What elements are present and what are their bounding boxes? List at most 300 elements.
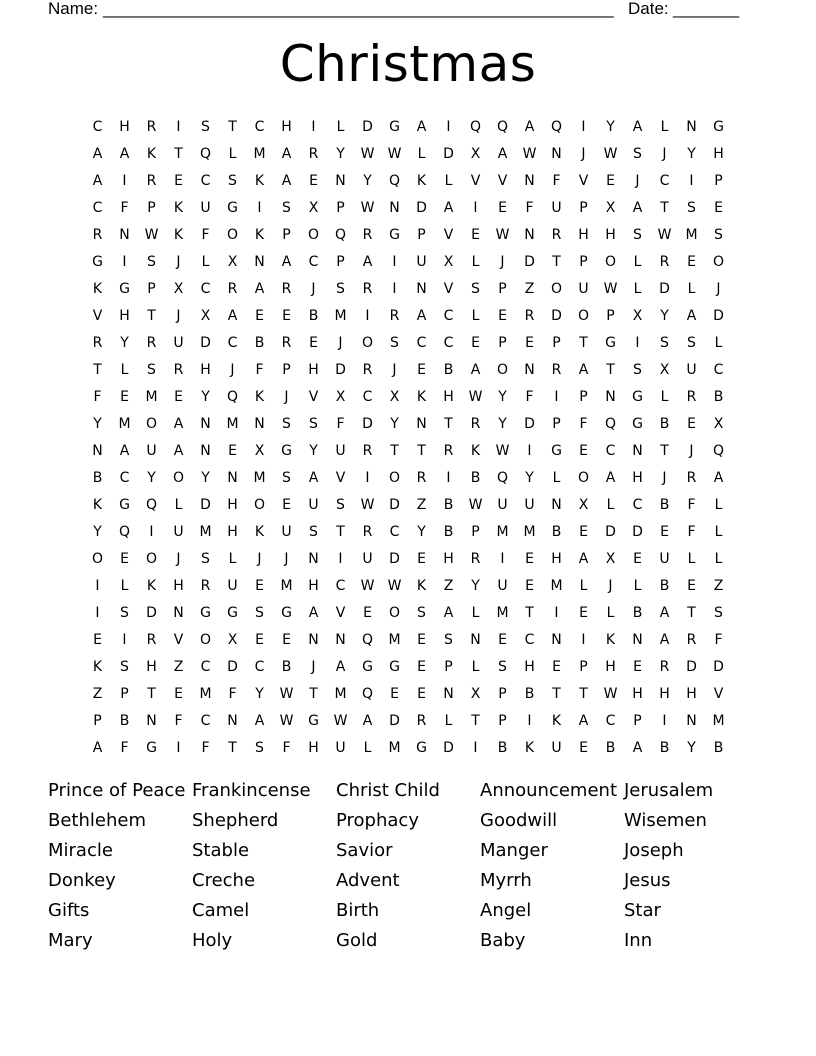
grid-letter: H — [605, 659, 616, 675]
grid-letter: D — [524, 416, 535, 432]
grid-letter: P — [282, 227, 291, 243]
grid-letter: W — [279, 686, 294, 702]
grid-letter: V — [443, 227, 454, 243]
grid-letter: N — [200, 416, 211, 432]
grid-row — [84, 114, 732, 141]
grid-letter: C — [308, 254, 319, 270]
grid-letter: X — [389, 389, 400, 405]
grid-letter: V — [92, 308, 103, 324]
grid-letter: E — [255, 308, 264, 324]
grid-letter: C — [119, 470, 130, 486]
grid-letter: I — [95, 605, 100, 621]
grid-letter: P — [606, 308, 615, 324]
grid-letter: Y — [201, 389, 210, 405]
grid-letter: J — [662, 146, 667, 162]
grid-letter: G — [551, 443, 562, 459]
word-list-item: Inn — [624, 930, 653, 951]
grid-letter: L — [471, 308, 480, 324]
grid-letter: C — [389, 524, 400, 540]
word-list-item: Prophacy — [336, 810, 419, 831]
grid-letter: Q — [496, 470, 509, 486]
grid-letter: F — [201, 227, 210, 243]
grid-letter: F — [201, 740, 210, 756]
grid-letter: Y — [120, 335, 129, 351]
grid-letter: L — [120, 362, 129, 378]
grid-letter: F — [687, 497, 696, 513]
grid-letter: I — [392, 254, 397, 270]
grid-letter: A — [281, 254, 292, 270]
grid-letter: X — [443, 254, 454, 270]
grid-letter: Z — [92, 686, 103, 702]
grid-letter: U — [416, 254, 427, 270]
grid-letter: X — [605, 200, 616, 216]
grid-letter: L — [363, 740, 372, 756]
grid-letter: R — [146, 119, 157, 135]
grid-letter: E — [417, 686, 426, 702]
grid-letter: F — [120, 740, 129, 756]
grid-letter: E — [282, 497, 291, 513]
grid-row — [84, 276, 732, 303]
grid-letter: A — [308, 605, 319, 621]
grid-letter: I — [365, 470, 370, 486]
grid-letter: E — [633, 551, 642, 567]
grid-letter: O — [550, 281, 563, 297]
grid-row — [84, 735, 732, 762]
grid-letter: J — [257, 551, 262, 567]
grid-letter: U — [146, 443, 157, 459]
grid-letter: Y — [147, 470, 156, 486]
grid-letter: B — [659, 740, 670, 756]
word-list-item: Baby — [480, 930, 526, 951]
grid-letter: D — [443, 740, 454, 756]
grid-letter: L — [471, 605, 480, 621]
word-list-item: Holy — [192, 930, 233, 951]
word-list-item: Joseph — [624, 840, 684, 861]
grid-letter: E — [255, 632, 264, 648]
grid-letter: D — [389, 551, 400, 567]
grid-letter: L — [201, 254, 210, 270]
grid-letter: W — [495, 443, 510, 459]
grid-letter: J — [716, 281, 721, 297]
grid-letter: F — [714, 632, 723, 648]
grid-letter: T — [147, 686, 156, 702]
grid-letter: H — [308, 362, 319, 378]
grid-letter: L — [660, 389, 669, 405]
word-list-item: Prince of Peace — [48, 780, 186, 801]
grid-letter: U — [524, 497, 535, 513]
grid-letter: J — [662, 470, 667, 486]
grid-letter: W — [468, 497, 483, 513]
grid-letter: W — [603, 281, 618, 297]
grid-letter: G — [227, 200, 238, 216]
grid-letter: T — [660, 200, 669, 216]
grid-letter: R — [200, 578, 211, 594]
word-list-item: Stable — [192, 840, 250, 861]
grid-letter: Y — [417, 524, 426, 540]
grid-letter: F — [552, 173, 561, 189]
grid-letter: I — [176, 740, 181, 756]
grid-letter: P — [633, 713, 642, 729]
grid-letter: D — [146, 605, 157, 621]
grid-letter: B — [92, 470, 103, 486]
grid-letter: F — [525, 389, 534, 405]
grid-letter: E — [471, 227, 480, 243]
grid-letter: I — [122, 632, 127, 648]
grid-letter: P — [336, 254, 345, 270]
grid-letter: K — [146, 578, 157, 594]
grid-letter: V — [308, 389, 319, 405]
grid-letter: H — [200, 362, 211, 378]
grid-letter: L — [633, 281, 642, 297]
grid-letter: Y — [498, 416, 507, 432]
grid-letter: U — [551, 740, 562, 756]
grid-letter: A — [119, 146, 130, 162]
grid-letter: H — [443, 389, 454, 405]
grid-letter: A — [173, 416, 184, 432]
grid-letter: T — [660, 443, 669, 459]
grid-letter: I — [149, 524, 154, 540]
grid-row — [84, 465, 732, 492]
name-blank-line: ______________________________________________________ — [103, 0, 614, 18]
grid-letter: S — [309, 524, 318, 540]
grid-letter: S — [714, 227, 723, 243]
grid-letter: L — [417, 146, 426, 162]
word-list-item: Donkey — [48, 870, 116, 891]
grid-letter: S — [282, 416, 291, 432]
word-list-item: Star — [624, 900, 661, 921]
grid-letter: S — [120, 605, 129, 621]
word-list-item: Announcement — [480, 780, 618, 801]
grid-letter: O — [253, 497, 266, 513]
grid-letter: I — [257, 200, 262, 216]
grid-letter: H — [632, 686, 643, 702]
grid-letter: W — [603, 146, 618, 162]
grid-letter: E — [714, 200, 723, 216]
grid-letter: T — [579, 686, 588, 702]
grid-letter: M — [523, 524, 536, 540]
grid-letter: P — [282, 362, 291, 378]
grid-letter: F — [255, 362, 264, 378]
grid-letter: H — [551, 551, 562, 567]
grid-letter: W — [387, 146, 402, 162]
grid-letter: W — [360, 200, 375, 216]
word-list-item: Advent — [336, 870, 400, 891]
word-list-item: Wisemen — [624, 810, 707, 831]
grid-letter: S — [417, 605, 426, 621]
grid-letter: C — [92, 200, 103, 216]
grid-letter: S — [228, 173, 237, 189]
grid-letter: X — [173, 281, 184, 297]
grid-letter: J — [311, 659, 316, 675]
grid-letter: A — [92, 173, 103, 189]
grid-letter: J — [689, 443, 694, 459]
grid-letter: O — [712, 254, 725, 270]
grid-letter: A — [119, 443, 130, 459]
grid-letter: N — [632, 632, 643, 648]
grid-letter: U — [308, 497, 319, 513]
grid-letter: C — [335, 578, 346, 594]
grid-letter: A — [443, 200, 454, 216]
grid-letter: J — [284, 389, 289, 405]
grid-letter: K — [254, 524, 265, 540]
grid-letter: I — [122, 254, 127, 270]
grid-letter: J — [338, 335, 343, 351]
grid-row — [84, 600, 732, 627]
grid-letter: Y — [363, 173, 372, 189]
grid-letter: A — [416, 119, 427, 135]
grid-letter: B — [713, 740, 724, 756]
grid-letter: Y — [93, 524, 102, 540]
grid-letter: A — [713, 470, 724, 486]
grid-letter: E — [606, 173, 615, 189]
grid-letter: W — [360, 497, 375, 513]
grid-letter: N — [308, 632, 319, 648]
grid-letter: O — [172, 470, 185, 486]
grid-letter: Z — [416, 497, 427, 513]
grid-letter: H — [227, 497, 238, 513]
grid-letter: R — [551, 227, 562, 243]
grid-letter: J — [230, 362, 235, 378]
grid-letter: G — [605, 335, 616, 351]
grid-letter: L — [228, 146, 237, 162]
grid-letter: O — [91, 551, 104, 567]
grid-letter: R — [362, 524, 373, 540]
grid-letter: L — [336, 119, 345, 135]
grid-letter: D — [389, 713, 400, 729]
grid-letter: M — [253, 146, 266, 162]
grid-letter: C — [659, 173, 670, 189]
word-list-item: Gold — [336, 930, 378, 951]
grid-letter: A — [497, 146, 508, 162]
grid-letter: S — [687, 335, 696, 351]
grid-letter: L — [552, 470, 561, 486]
grid-letter: X — [200, 308, 211, 324]
grid-letter: R — [389, 308, 400, 324]
grid-letter: P — [498, 335, 507, 351]
grid-row — [84, 249, 732, 276]
word-list-item: Jesus — [624, 870, 671, 891]
grid-row — [84, 411, 732, 438]
grid-letter: K — [254, 227, 265, 243]
grid-letter: U — [551, 200, 562, 216]
grid-letter: M — [496, 524, 509, 540]
word-list-item: Camel — [192, 900, 250, 921]
grid-letter: N — [335, 632, 346, 648]
grid-letter: T — [525, 605, 534, 621]
grid-letter: H — [443, 551, 454, 567]
grid-letter: S — [147, 254, 156, 270]
grid-letter: C — [200, 713, 211, 729]
grid-letter: M — [685, 227, 698, 243]
grid-letter: A — [632, 740, 643, 756]
grid-letter: M — [199, 686, 212, 702]
grid-letter: S — [201, 119, 210, 135]
grid-letter: V — [713, 686, 724, 702]
grid-letter: S — [255, 605, 264, 621]
grid-letter: D — [416, 200, 427, 216]
grid-letter: O — [496, 362, 509, 378]
grid-letter: N — [524, 362, 535, 378]
grid-letter: D — [335, 362, 346, 378]
grid-letter: A — [605, 470, 616, 486]
grid-letter: H — [173, 578, 184, 594]
grid-letter: Y — [390, 416, 399, 432]
grid-letter: X — [308, 200, 319, 216]
grid-letter: L — [444, 713, 453, 729]
grid-letter: S — [633, 362, 642, 378]
grid-letter: Y — [309, 443, 318, 459]
grid-letter: I — [581, 632, 586, 648]
word-list-item: Bethlehem — [48, 810, 146, 831]
grid-letter: G — [389, 227, 400, 243]
grid-letter: V — [578, 173, 589, 189]
grid-letter: R — [551, 362, 562, 378]
grid-letter: W — [360, 146, 375, 162]
grid-row — [84, 168, 732, 195]
grid-letter: U — [200, 200, 211, 216]
header — [48, 0, 748, 22]
grid-letter: V — [497, 173, 508, 189]
grid-letter: B — [443, 497, 454, 513]
grid-letter: E — [579, 443, 588, 459]
grid-letter: A — [632, 119, 643, 135]
grid-letter: N — [443, 686, 454, 702]
grid-letter: P — [579, 254, 588, 270]
grid-letter: I — [95, 578, 100, 594]
grid-letter: S — [471, 281, 480, 297]
grid-letter: L — [471, 659, 480, 675]
grid-letter: D — [443, 146, 454, 162]
grid-letter: M — [280, 578, 293, 594]
grid-letter: Y — [525, 470, 534, 486]
grid-letter: I — [365, 308, 370, 324]
grid-letter: N — [551, 146, 562, 162]
grid-letter: H — [524, 659, 535, 675]
grid-letter: S — [633, 227, 642, 243]
grid-letter: N — [200, 443, 211, 459]
grid-letter: Y — [201, 470, 210, 486]
grid-letter: L — [660, 119, 669, 135]
grid-letter: E — [498, 308, 507, 324]
grid-letter: E — [498, 632, 507, 648]
grid-letter: Q — [226, 389, 239, 405]
grid-letter: C — [632, 497, 643, 513]
grid-letter: K — [92, 659, 103, 675]
grid-letter: N — [632, 443, 643, 459]
grid-letter: G — [119, 497, 130, 513]
grid-letter: M — [226, 416, 239, 432]
grid-letter: E — [471, 335, 480, 351]
word-list — [48, 778, 768, 958]
grid-letter: J — [392, 362, 397, 378]
grid-letter: X — [632, 308, 643, 324]
grid-letter: G — [281, 443, 292, 459]
grid-letter: A — [92, 740, 103, 756]
grid-letter: I — [554, 389, 559, 405]
grid-letter: O — [388, 605, 401, 621]
grid-letter: A — [470, 362, 481, 378]
grid-letter: W — [144, 227, 159, 243]
grid-letter: J — [635, 173, 640, 189]
grid-letter: J — [311, 281, 316, 297]
grid-letter: N — [551, 497, 562, 513]
grid-letter: Y — [687, 740, 696, 756]
grid-letter: R — [173, 362, 184, 378]
grid-letter: P — [147, 281, 156, 297]
grid-letter: E — [390, 686, 399, 702]
grid-letter: S — [714, 605, 723, 621]
grid-letter: W — [279, 713, 294, 729]
grid-letter: B — [659, 497, 670, 513]
grid-letter: K — [146, 146, 157, 162]
grid-letter: Y — [687, 146, 696, 162]
grid-letter: K — [416, 578, 427, 594]
grid-letter: P — [579, 200, 588, 216]
grid-letter: O — [226, 227, 239, 243]
grid-letter: R — [470, 551, 481, 567]
grid-row — [84, 492, 732, 519]
grid-letter: R — [416, 470, 427, 486]
grid-letter: R — [416, 713, 427, 729]
grid-row — [84, 222, 732, 249]
grid-letter: Q — [334, 227, 347, 243]
grid-letter: A — [632, 200, 643, 216]
word-list-item: Frankincense — [192, 780, 311, 801]
grid-letter: Z — [713, 578, 724, 594]
grid-letter: U — [335, 740, 346, 756]
grid-letter: I — [473, 200, 478, 216]
grid-letter: K — [254, 389, 265, 405]
grid-letter: B — [497, 740, 508, 756]
grid-letter: X — [713, 416, 724, 432]
word-list-item: Goodwill — [480, 810, 558, 831]
grid-letter: H — [578, 227, 589, 243]
grid-letter: E — [579, 740, 588, 756]
grid-letter: Z — [524, 281, 535, 297]
grid-letter: A — [281, 173, 292, 189]
grid-letter: E — [579, 524, 588, 540]
grid-row — [84, 330, 732, 357]
grid-letter: N — [146, 713, 157, 729]
word-list-item: Christ Child — [336, 780, 440, 801]
grid-letter: A — [92, 146, 103, 162]
grid-letter: T — [174, 146, 183, 162]
grid-row — [84, 708, 732, 735]
grid-letter: X — [227, 254, 238, 270]
word-list-item: Jerusalem — [624, 780, 714, 801]
grid-letter: E — [552, 659, 561, 675]
grid-letter: J — [284, 551, 289, 567]
grid-letter: B — [443, 524, 454, 540]
grid-letter: P — [552, 335, 561, 351]
grid-letter: T — [390, 443, 399, 459]
grid-letter: D — [551, 308, 562, 324]
grid-letter: R — [92, 227, 103, 243]
grid-letter: C — [254, 119, 265, 135]
grid-letter: B — [551, 524, 562, 540]
grid-letter: O — [604, 254, 617, 270]
grid-letter: G — [92, 254, 103, 270]
grid-letter: R — [362, 443, 373, 459]
grid-letter: D — [200, 497, 211, 513]
grid-row — [84, 519, 732, 546]
grid-letter: W — [333, 713, 348, 729]
grid-letter: L — [228, 551, 237, 567]
grid-letter: G — [146, 740, 157, 756]
grid-letter: U — [362, 551, 373, 567]
grid-letter: P — [336, 200, 345, 216]
grid-letter: D — [632, 524, 643, 540]
